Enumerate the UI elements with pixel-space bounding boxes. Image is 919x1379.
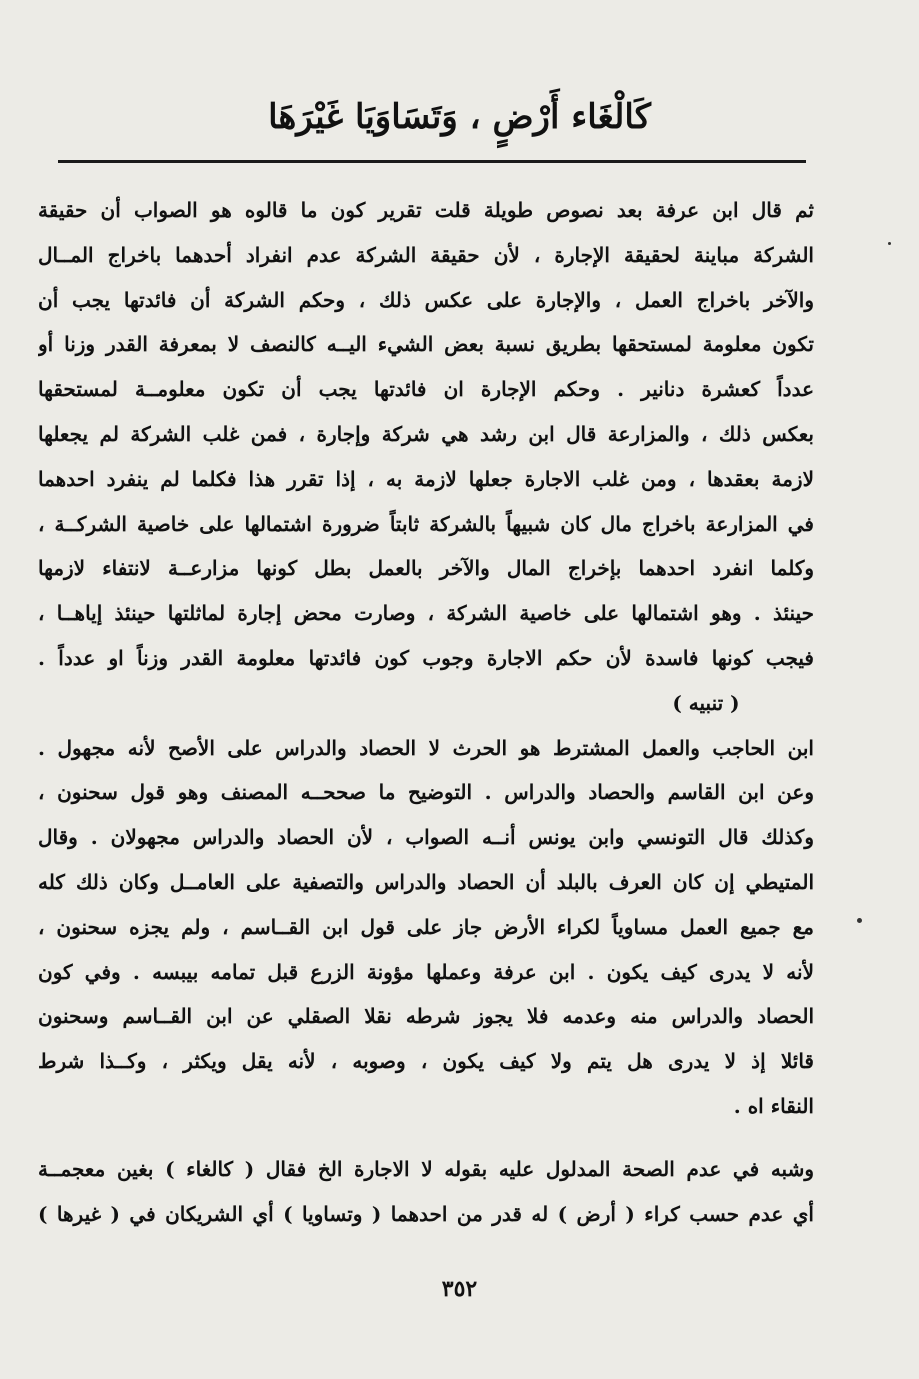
text-line: المتيطي إن كان العرف بالبلد أن الحصاد والدراس والتصفية على العامــل وكان ذلك كله [38,869,814,894]
scan-speck [888,242,891,245]
text-line: فيجب كونها فاسدة لأن حكم الاجارة وجوب كون فائدتها معلومة القدر وزناً او عدداً . [38,645,814,670]
text-line: وكلما انفرد احدهما بإخراج المال والآخر بالعمل بطل كونها مزارعــة لانتفاء لازمها [38,556,814,581]
text-line: وعن ابن القاسم والحصاد والدراس . التوضيح ما صححــه المصنف وهو قول سحنون ، [38,780,814,805]
text-line: لازمة بعقدها ، ومن غلب الاجارة جعلها لازمة به ، إذا تقرر هذا فكلما لم ينفرد احدهما [38,466,814,491]
text-line: تكون معلومة لمستحقها بطريق نسبة بعض الشيء اليــه كالنصف لا بمعرفة القدر وزنا أو [38,332,814,357]
text-line: والآخر باخراج العمل ، والإجارة على عكس ذلك ، وحكم الشركة أن فائدتها يجب أن [38,287,814,312]
text-line: قائلا إذ لا يدرى هل يتم ولا كيف يكون ، وصوبه ، لأنه يقل ويكثر ، وكــذا شرط [38,1049,814,1074]
text-line: ابن الحاجب والعمل المشترط هو الحرث لا الحصاد والدراس على الأصح لأنه مجهول . [38,735,814,760]
page-body-text [38,188,814,1236]
header-divider-rule [58,160,806,163]
text-line: بعكس ذلك ، والمزارعة قال ابن رشد هي شركة وإجارة ، فمن غلب الشركة لم يجعلها [38,421,814,446]
text-line: حينئذ . وهو اشتمالها على خاصية الشركة ، وصارت محض إجارة لماثلتها حينئذ إياهــا ، [38,601,814,626]
text-line: لأنه لا يدرى كيف يكون . ابن عرفة وعملها مؤونة الزرع قبل تمامه بيبسه . وفي كون [38,959,814,984]
paragraph-3 [38,1147,814,1237]
text-line: النقاء اه . [733,1093,814,1118]
text-line: وشبه في عدم الصحة المدلول عليه بقوله لا الاجارة الخ فقال ( كالغاء ) بغين معجمــة [38,1156,814,1181]
running-header-title: كَالْغَاء أَرْضٍ ، وَتَسَاوَيَا غَيْرَهَا [268,97,651,137]
paragraph-gap [38,1129,814,1147]
scan-speck [857,918,862,923]
paragraph-1 [38,188,814,681]
page-number: ٣٥٢ [441,1276,478,1302]
note-heading: ( تنبيه ) [672,690,740,715]
text-line: ثم قال ابن عرفة بعد نصوص طويلة قلت تقرير كون ما قالوه هو الصواب أن حقيقة [38,198,814,222]
paragraph-2 [38,726,814,1129]
text-line: مع جميع العمل مساوياً لكراء الأرض جاز على قول ابن القــاسم ، ولم يجزه سحنون ، [38,914,814,939]
text-line: في المزارعة باخراج مال كان شبيهاً بالشركة ثابتاً ضرورة اشتمالها على خاصية الشركــة ، [38,511,814,536]
text-line: وكذلك قال التونسي وابن يونس أنــه الصواب ، لأن الحصاد والدراس مجهولان . وقال [38,825,814,850]
text-line: الشركة مباينة لحقيقة الإجارة ، لأن حقيقة الشركة عدم انفراد أحدهما باخراج المــال [38,242,814,267]
text-line: عدداً كعشرة دنانير . وحكم الإجارة ان فائدتها يجب أن تكون معلومــة لمستحقها [38,377,814,402]
text-line: أي عدم حسب كراء ( أرض ) له قدر من احدهما ( وتساويا ) أي الشريكان في ( غيرها ) [38,1201,814,1226]
text-line: الحصاد والدراس منه وعدمه فلا يجوز شرطه نقلا الصقلي عن ابن القــاسم وسحنون [38,1004,814,1029]
